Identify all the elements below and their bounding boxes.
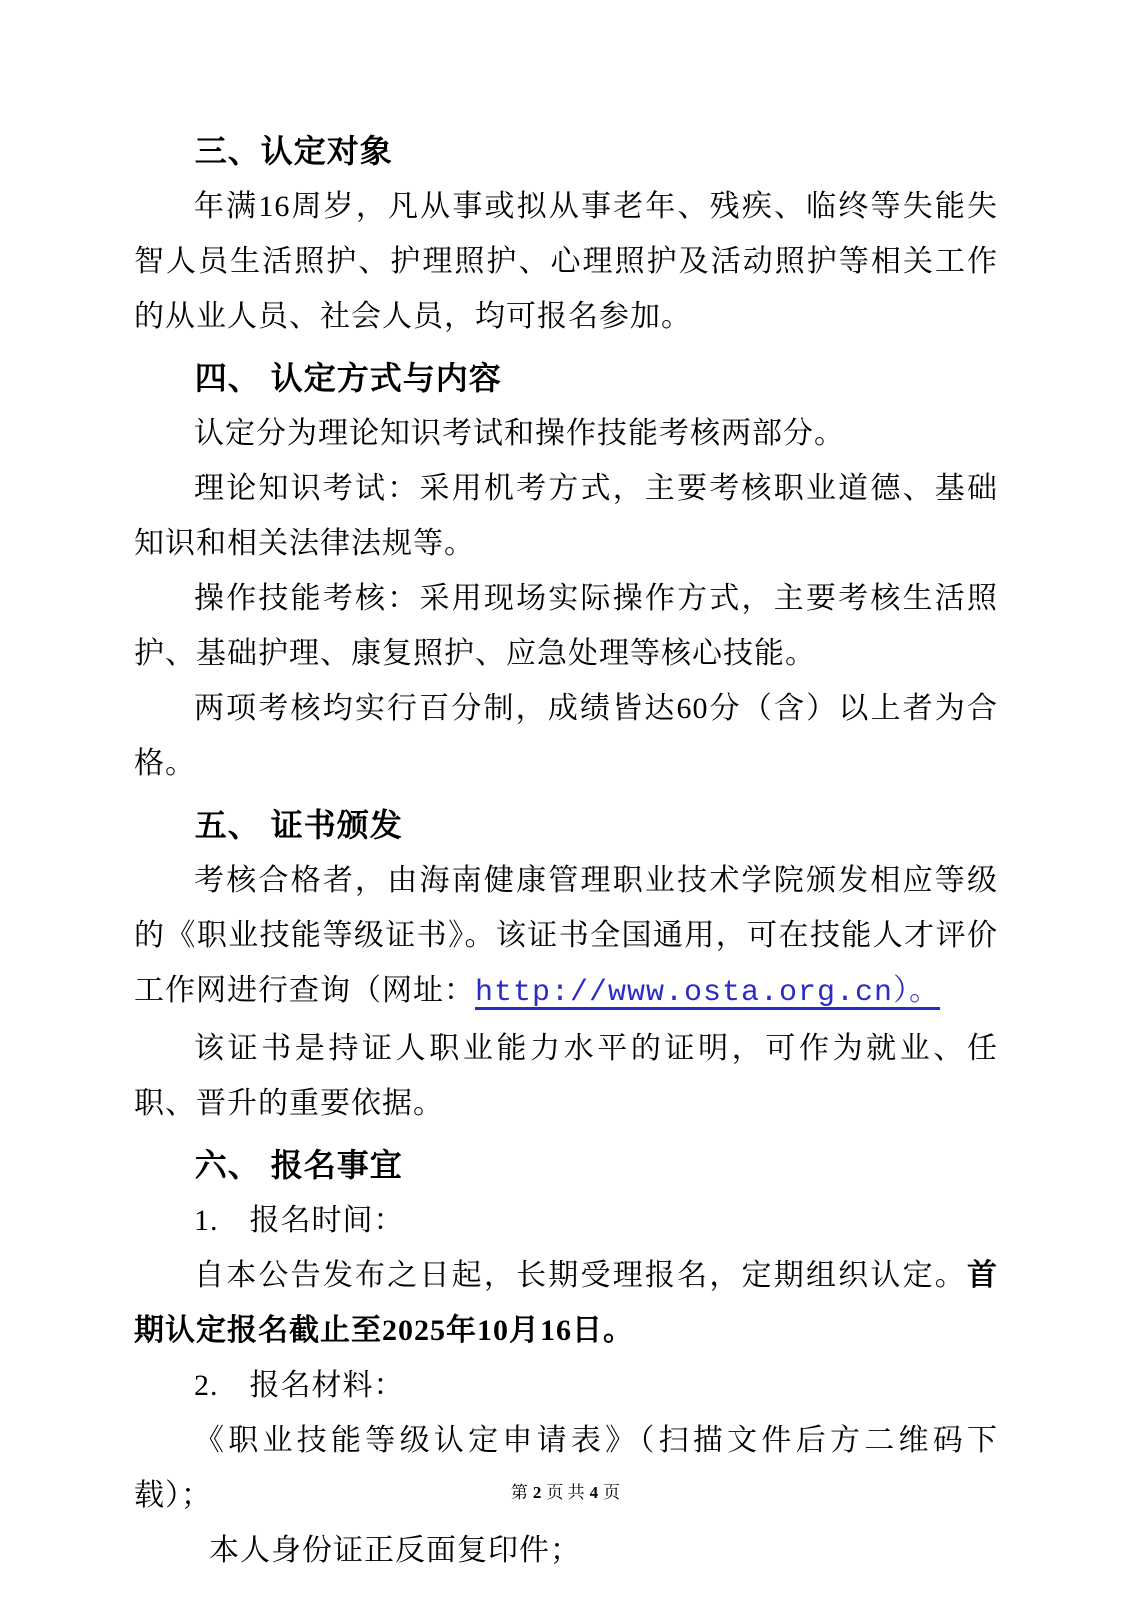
paragraph-application-form: 《职业技能等级认定申请表》（扫描文件后方二维码下载）； <box>134 1424 998 1512</box>
heading-certification-targets: 三、认定对象 <box>194 133 393 169</box>
document-content <box>134 124 998 1578</box>
paragraph-theory-exam: 理论知识考试：采用机考方式，主要考核职业道德、基础知识和相关法律法规等。 <box>134 472 998 560</box>
list-item-registration-materials: 2. 报名材料： <box>194 1369 405 1402</box>
list-item-registration-time: 1. 报名时间： <box>194 1204 405 1237</box>
page-footer <box>0 1482 1131 1504</box>
footer-label-middle: 页 共 <box>546 1483 585 1502</box>
certificate-info-text: 考核合格者，由海南健康管理职业技术学院颁发相应等级的《职业技能等级证书》。该证书全国通用，可在技能人才评价工作网进行查询（网址： <box>134 864 998 1007</box>
osta-website-link[interactable]: http://www.osta.org.cn）。 <box>475 976 941 1010</box>
registration-period-text: 自本公告发布之日起，长期受理报名，定期组织认定。 <box>194 1259 967 1292</box>
heading-registration-matters: 六、 报名事宜 <box>194 1147 403 1183</box>
paragraph-certification-targets: 年满16周岁，凡从事或拟从事老年、残疾、临终等失能失智人员生活照护、护理照护、心理照护及活动照护等相关工作的从业人员、社会人员，均可报名参加。 <box>134 190 998 333</box>
footer-label-suffix: 页 <box>603 1483 621 1502</box>
paragraph-registration-period <box>134 1248 998 1358</box>
paragraph-skill-assessment: 操作技能考核：采用现场实际操作方式，主要考核生活照护、基础护理、康复照护、应急处理等核心技能。 <box>134 582 998 670</box>
paragraph-certificate-info <box>134 853 998 1021</box>
registration-deadline-bold: 首期认定报名截止至2025年10月16日。 <box>134 1259 998 1347</box>
paragraph-method-overview: 认定分为理论知识考试和操作技能考核两部分。 <box>194 417 845 450</box>
paragraph-id-copy: 本人身份证正反面复印件； <box>209 1534 581 1567</box>
paragraph-certificate-value: 该证书是持证人职业能力水平的证明，可作为就业、任职、晋升的重要依据。 <box>134 1032 998 1120</box>
heading-certification-method: 四、 认定方式与内容 <box>194 360 502 396</box>
total-page-count: 4 <box>589 1483 599 1502</box>
footer-label-prefix: 第 <box>510 1483 528 1502</box>
heading-certificate-issuance: 五、 证书颁发 <box>194 807 403 843</box>
current-page-number: 2 <box>532 1483 542 1502</box>
paragraph-passing-score: 两项考核均实行百分制，成绩皆达60分（含）以上者为合格。 <box>134 692 998 780</box>
